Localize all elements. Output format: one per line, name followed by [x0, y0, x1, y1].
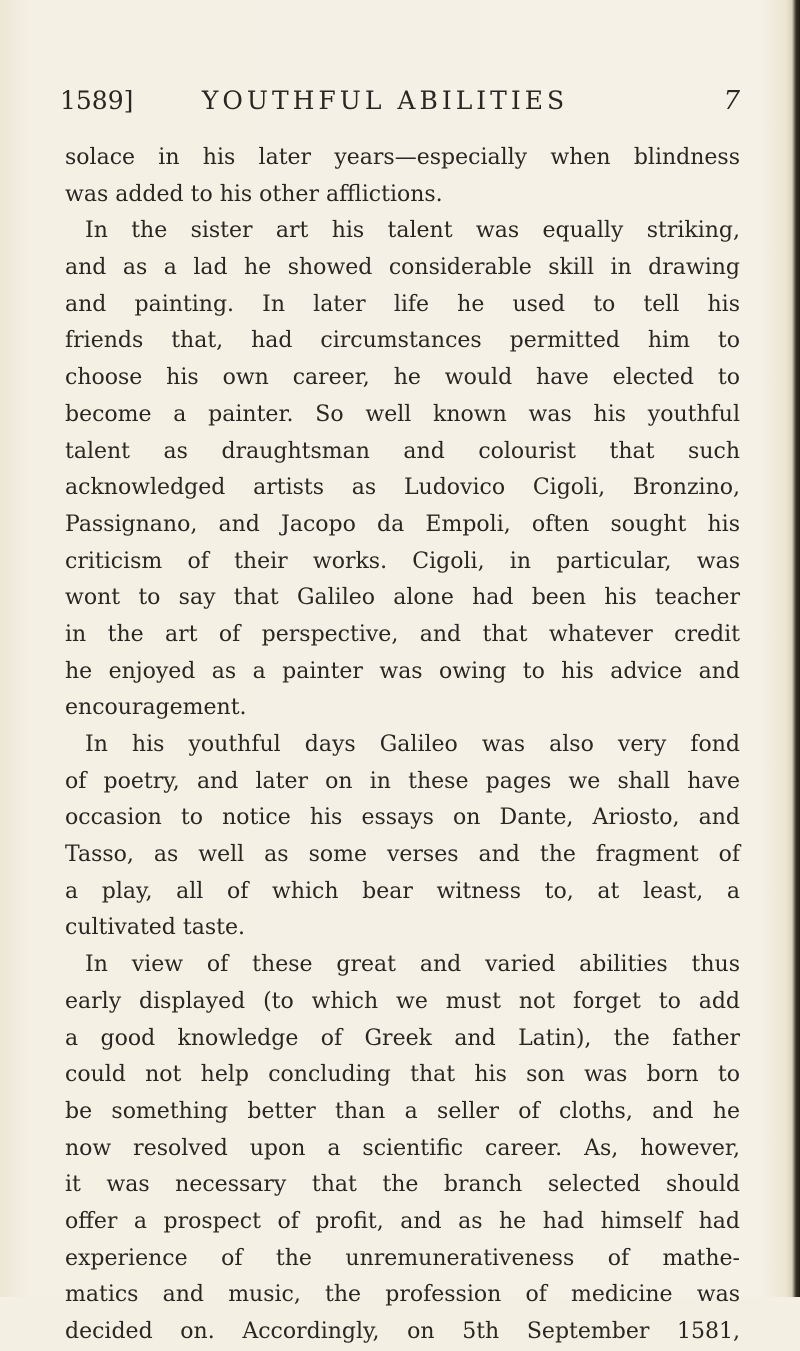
- text-line: offer a prospect of profit, and as he had himself had: [65, 1208, 740, 1234]
- text-line: become a painter. So well known was his youthful: [65, 401, 740, 427]
- text-line: could not help concluding that his son was born to: [65, 1062, 740, 1088]
- text-line: in the art of perspective, and that whatever credit: [65, 621, 740, 647]
- text-line: of poetry, and later on in these pages we shall have: [65, 768, 740, 794]
- text-line: was added to his other afflictions.: [65, 181, 443, 207]
- text-line: occasion to notice his essays on Dante, Ariosto, and: [65, 805, 740, 831]
- text-line: it was necessary that the branch selected should: [65, 1172, 740, 1198]
- text-line: acknowledged artists as Ludovico Cigoli, Bronzino,: [65, 475, 740, 501]
- page-number: 7: [723, 86, 740, 116]
- text-line: Passignano, and Jacopo da Empoli, often sought his: [65, 511, 740, 537]
- text-line: a play, all of which bear witness to, at least, a: [65, 878, 740, 904]
- text-line: solace in his later years—especially when blindness: [65, 145, 740, 170]
- text-line: cultivated taste.: [65, 915, 245, 941]
- text-line: and painting. In later life he used to tell his: [65, 291, 740, 317]
- text-line: Tasso, as well as some verses and the fragment of: [65, 842, 740, 868]
- text-line: wont to say that Galileo alone had been his teacher: [65, 585, 740, 611]
- text-line: choose his own career, he would have elected to: [65, 365, 740, 391]
- text-line: friends that, had circumstances permitted him to: [65, 328, 740, 354]
- text-line: and as a lad he showed considerable skill in drawing: [65, 255, 740, 281]
- body-text: [65, 140, 740, 1351]
- text-line: a good knowledge of Greek and Latin), the father: [65, 1025, 740, 1051]
- text-line: be something better than a seller of cloths, and he: [65, 1098, 740, 1124]
- text-line: now resolved upon a scientific career. As, however,: [65, 1135, 740, 1161]
- header-year: 1589]: [60, 86, 134, 115]
- text-line: encouragement.: [65, 695, 247, 721]
- text-line: decided on. Accordingly, on 5th September 1581,: [65, 1319, 740, 1344]
- text-line: In the sister art his talent was equally striking,: [85, 218, 740, 244]
- text-line: talent as draughtsman and colourist that such: [65, 438, 740, 464]
- text-line: criticism of their works. Cigoli, in particular, was: [65, 548, 740, 574]
- text-line: matics and music, the profession of medicine was: [65, 1282, 740, 1308]
- text-line: early displayed (to which we must not forget to add: [65, 988, 740, 1014]
- text-line: In his youthful days Galileo was also very fond: [85, 732, 740, 757]
- header-title: YOUTHFUL ABILITIES: [201, 86, 569, 115]
- running-header: [60, 86, 740, 120]
- text-line: In view of these great and varied abilities thus: [85, 952, 740, 978]
- text-line: he enjoyed as a painter was owing to his advice and: [65, 658, 740, 684]
- text-line: experience of the unremunerativeness of mathe-: [65, 1245, 740, 1271]
